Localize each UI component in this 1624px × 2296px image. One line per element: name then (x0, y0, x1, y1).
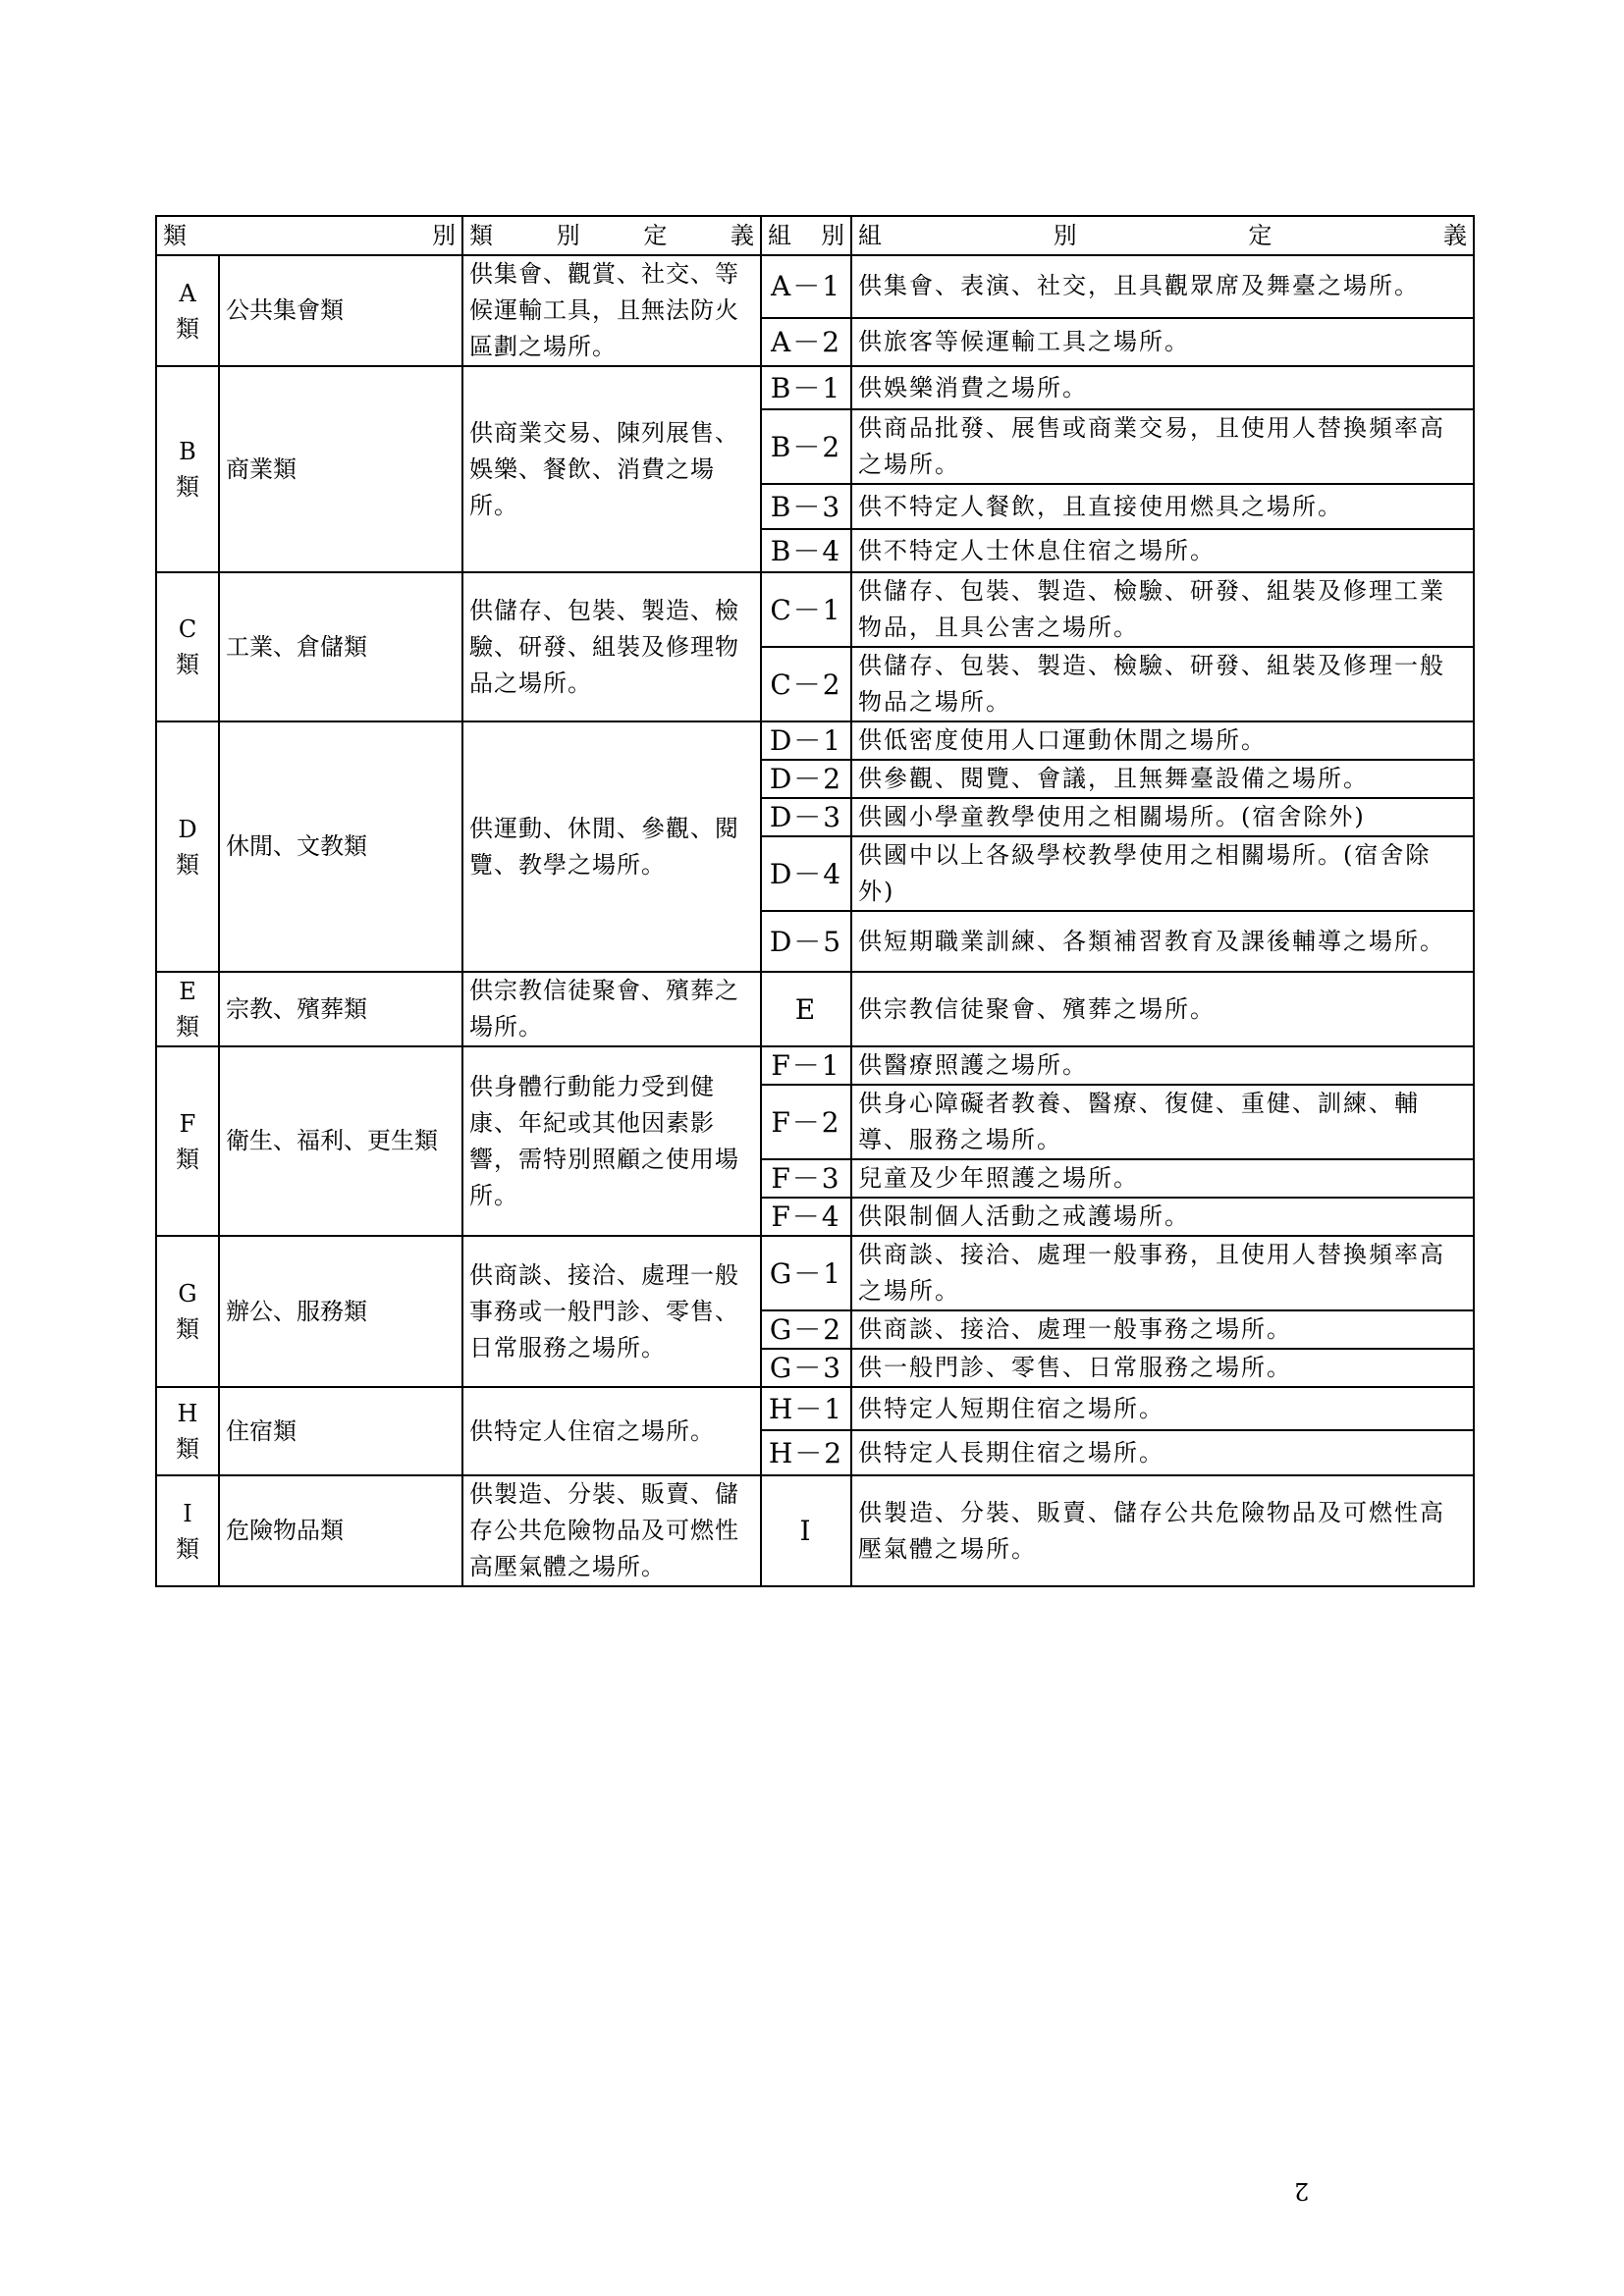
group-definition: 供商品批發、展售或商業交易，且使用人替換頻率高之場所。 (851, 409, 1474, 484)
category-letter-text: F (179, 1109, 196, 1138)
group-definition: 供醫療照護之場所。 (851, 1046, 1474, 1085)
group-code: F－4 (761, 1198, 851, 1236)
category-name: 危險物品類 (219, 1475, 462, 1586)
group-definition: 供旅客等候運輸工具之場所。 (851, 318, 1474, 366)
category-suffix-text: 類 (176, 850, 199, 879)
group-code: D－2 (761, 760, 851, 798)
header-category-definition (462, 216, 761, 255)
category-letter (156, 1475, 219, 1586)
group-code: B－2 (761, 409, 851, 484)
table-row (156, 255, 1474, 318)
header-char: 類 (469, 221, 493, 249)
category-definition: 供宗教信徒聚會、殯葬之場所。 (462, 972, 761, 1046)
category-name: 公共集會類 (219, 255, 462, 366)
category-definition: 供集會、觀賞、社交、等候運輸工具，且無法防火區劃之場所。 (462, 255, 761, 366)
group-code: G－1 (761, 1236, 851, 1310)
header-char: 類 (163, 221, 187, 249)
group-definition: 供集會、表演、社交，且具觀眾席及舞臺之場所。 (851, 255, 1474, 318)
header-char: 別 (1053, 221, 1077, 249)
group-code: I (761, 1475, 851, 1586)
category-suffix-text: 類 (176, 1145, 199, 1173)
page-number: 2 (1294, 2177, 1310, 2205)
category-name: 休閒、文教類 (219, 721, 462, 972)
group-definition: 供商談、接洽、處理一般事務，且使用人替換頻率高之場所。 (851, 1236, 1474, 1310)
category-letter (156, 1387, 219, 1475)
group-code: D－4 (761, 836, 851, 911)
group-code: F－1 (761, 1046, 851, 1085)
category-name: 住宿類 (219, 1387, 462, 1475)
category-name: 工業、倉儲類 (219, 572, 462, 721)
group-code: B－1 (761, 366, 851, 409)
group-definition: 供特定人短期住宿之場所。 (851, 1387, 1474, 1430)
category-suffix-text: 類 (176, 314, 199, 343)
category-name: 辦公、服務類 (219, 1236, 462, 1387)
group-definition: 供特定人長期住宿之場所。 (851, 1430, 1474, 1475)
group-definition: 供娛樂消費之場所。 (851, 366, 1474, 409)
group-definition: 供儲存、包裝、製造、檢驗、研發、組裝及修理一般物品之場所。 (851, 647, 1474, 721)
group-definition: 供商談、接洽、處理一般事務之場所。 (851, 1310, 1474, 1349)
category-definition: 供身體行動能力受到健康、年紀或其他因素影響，需特別照顧之使用場所。 (462, 1046, 761, 1236)
group-definition: 兒童及少年照護之場所。 (851, 1159, 1474, 1198)
group-code: G－2 (761, 1310, 851, 1349)
table-row (156, 1387, 1474, 1430)
group-code: G－3 (761, 1349, 851, 1387)
category-letter (156, 1046, 219, 1236)
category-name: 商業類 (219, 366, 462, 572)
category-name: 衛生、福利、更生類 (219, 1046, 462, 1236)
category-letter-text: I (183, 1499, 192, 1527)
group-definition: 供不特定人餐飲，且直接使用燃具之場所。 (851, 484, 1474, 529)
group-definition: 供參觀、閱覽、會議，且無舞臺設備之場所。 (851, 760, 1474, 798)
category-definition: 供製造、分裝、販賣、儲存公共危險物品及可燃性高壓氣體之場所。 (462, 1475, 761, 1586)
header-char: 義 (1442, 221, 1467, 249)
table-row (156, 721, 1474, 760)
group-definition: 供一般門診、零售、日常服務之場所。 (851, 1349, 1474, 1387)
header-char: 別 (821, 221, 844, 249)
group-code: C－1 (761, 572, 851, 647)
category-definition: 供特定人住宿之場所。 (462, 1387, 761, 1475)
group-definition: 供低密度使用人口運動休閒之場所。 (851, 721, 1474, 760)
table-row (156, 972, 1474, 1046)
header-char: 別 (556, 221, 580, 249)
category-definition: 供儲存、包裝、製造、檢驗、研發、組裝及修理物品之場所。 (462, 572, 761, 721)
category-suffix-text: 類 (176, 1534, 199, 1563)
group-definition: 供短期職業訓練、各類補習教育及課後輔導之場所。 (851, 911, 1474, 972)
group-definition: 供製造、分裝、販賣、儲存公共危險物品及可燃性高壓氣體之場所。 (851, 1475, 1474, 1586)
table-row (156, 366, 1474, 409)
group-definition: 供限制個人活動之戒護場所。 (851, 1198, 1474, 1236)
table-row (156, 572, 1474, 647)
header-char: 別 (432, 221, 456, 249)
category-definition: 供運動、休閒、參觀、閱覽、教學之場所。 (462, 721, 761, 972)
building-use-classification-table (155, 215, 1475, 1587)
category-letter (156, 255, 219, 366)
group-code: A－1 (761, 255, 851, 318)
category-suffix-text: 類 (176, 1013, 199, 1041)
group-definition: 供宗教信徒聚會、殯葬之場所。 (851, 972, 1474, 1046)
table-body (156, 255, 1474, 1586)
category-letter-text: A (179, 279, 196, 307)
category-letter-text: C (178, 615, 197, 643)
category-suffix-text: 類 (176, 651, 199, 678)
table-row (156, 1475, 1474, 1586)
header-group (761, 216, 851, 255)
header-row (156, 216, 1474, 255)
category-definition: 供商業交易、陳列展售、娛樂、餐飲、消費之場所。 (462, 366, 761, 572)
category-definition: 供商談、接洽、處理一般事務或一般門診、零售、日常服務之場所。 (462, 1236, 761, 1387)
category-suffix-text: 類 (176, 1435, 199, 1463)
header-char: 定 (643, 221, 668, 249)
group-definition: 供儲存、包裝、製造、檢驗、研發、組裝及修理工業物品，且具公害之場所。 (851, 572, 1474, 647)
group-code: B－3 (761, 484, 851, 529)
header-char: 定 (1248, 221, 1272, 249)
category-letter-text: D (178, 815, 197, 843)
group-code: C－2 (761, 647, 851, 721)
category-letter (156, 721, 219, 972)
table-row (156, 1236, 1474, 1310)
category-letter-text: B (179, 438, 196, 465)
group-definition: 供國小學童教學使用之相關場所。(宿舍除外) (851, 798, 1474, 836)
category-name: 宗教、殯葬類 (219, 972, 462, 1046)
category-suffix-text: 類 (176, 1315, 199, 1343)
header-char: 義 (730, 221, 754, 249)
header-char: 組 (858, 221, 882, 249)
category-letter-text: H (177, 1400, 198, 1427)
group-definition: 供不特定人士休息住宿之場所。 (851, 529, 1474, 572)
category-letter (156, 1236, 219, 1387)
group-code: D－1 (761, 721, 851, 760)
group-code: A－2 (761, 318, 851, 366)
category-letter (156, 572, 219, 721)
header-group-definition (851, 216, 1474, 255)
category-letter-text: G (178, 1280, 197, 1308)
category-letter (156, 366, 219, 572)
group-definition: 供國中以上各級學校教學使用之相關場所。(宿舍除外) (851, 836, 1474, 911)
category-suffix-text: 類 (176, 473, 199, 501)
group-code: H－2 (761, 1430, 851, 1475)
group-definition: 供身心障礙者教養、醫療、復健、重健、訓練、輔導、服務之場所。 (851, 1085, 1474, 1159)
group-code: D－3 (761, 798, 851, 836)
table-row (156, 1046, 1474, 1085)
group-code: B－4 (761, 529, 851, 572)
group-code: D－5 (761, 911, 851, 972)
group-code: F－3 (761, 1159, 851, 1198)
category-letter (156, 972, 219, 1046)
group-code: F－2 (761, 1085, 851, 1159)
header-category (156, 216, 462, 255)
group-code: H－1 (761, 1387, 851, 1430)
category-letter-text: E (179, 978, 196, 1005)
group-code: E (761, 972, 851, 1046)
header-char: 組 (768, 221, 791, 249)
